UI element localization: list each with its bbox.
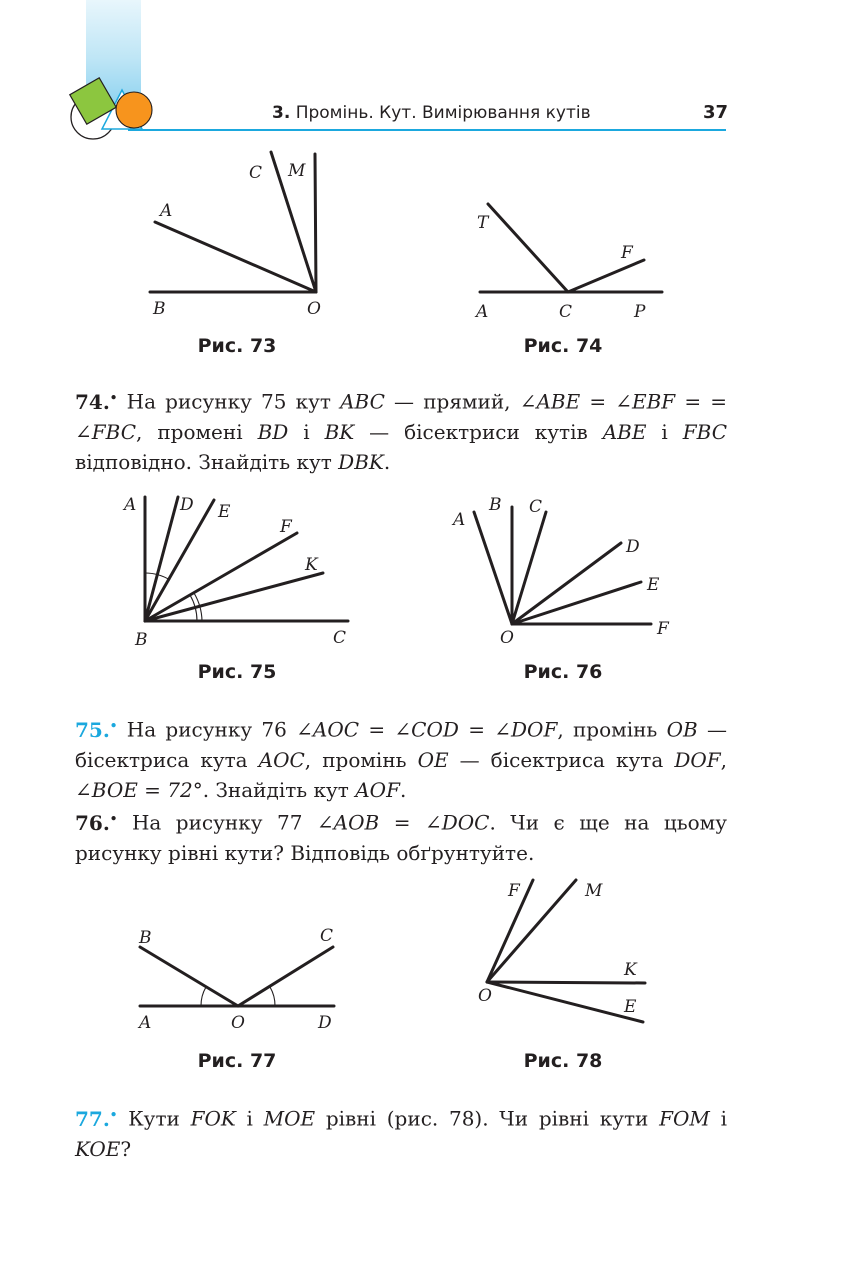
ray-BK xyxy=(145,573,323,621)
task-74: 74.• На рисунку 75 кут ABC — прямий, ∠ABE = ∠EBF = = ∠FBC, промені BD і BK — бісектриси кутів ABE і FBC відповідно. Знайдіть кут DBK. xyxy=(75,389,727,474)
task-number: 75.• xyxy=(75,717,118,742)
ray-OA xyxy=(155,222,316,292)
ray-OE xyxy=(512,582,641,624)
figure-73 xyxy=(140,150,340,325)
arc-DOC xyxy=(270,987,275,1006)
label-O: O xyxy=(307,299,321,319)
label-F: F xyxy=(280,517,292,537)
label-E: E xyxy=(218,502,231,522)
label-O: O xyxy=(478,986,492,1006)
caption-fig-75: Рис. 75 xyxy=(197,661,277,683)
ray-OB xyxy=(140,947,238,1006)
ray-OC xyxy=(238,947,333,1006)
ray-OE xyxy=(487,982,643,1022)
label-B: B xyxy=(139,928,152,948)
label-A: A xyxy=(160,201,173,221)
caption-fig-78: Рис. 78 xyxy=(523,1050,603,1072)
ray-CF xyxy=(568,260,644,292)
header-rule xyxy=(128,129,726,131)
label-D: D xyxy=(626,537,640,557)
label-A: A xyxy=(124,495,137,515)
label-B: B xyxy=(153,299,166,319)
chapter-heading xyxy=(272,103,591,123)
task-number: 76.• xyxy=(75,810,118,835)
label-B: B xyxy=(135,630,148,650)
figure-75 xyxy=(120,490,360,650)
label-C: C xyxy=(333,628,347,648)
label-E: E xyxy=(624,997,637,1017)
caption-fig-76: Рис. 76 xyxy=(523,661,603,683)
header-shapes-logo xyxy=(60,70,170,150)
arc-AOB xyxy=(201,987,206,1006)
caption-fig-77: Рис. 77 xyxy=(197,1050,277,1072)
label-K: K xyxy=(305,555,318,575)
figure-74 xyxy=(470,200,660,325)
label-D: D xyxy=(180,495,194,515)
label-A: A xyxy=(139,1013,152,1033)
ray-OM xyxy=(487,880,576,982)
label-C: C xyxy=(559,302,573,322)
label-A: A xyxy=(453,510,466,530)
ray-CT xyxy=(488,204,568,292)
task-76: 76.• На рисунку 77 ∠AOB = ∠DOC. Чи є ще на цьому рисунку рівні кути? Відповідь обґрунтуйте. xyxy=(75,810,727,865)
ray-OC xyxy=(512,512,546,624)
label-P: P xyxy=(634,302,646,322)
ray-OD xyxy=(512,543,621,624)
ray-BD xyxy=(145,497,178,621)
label-F: F xyxy=(621,243,633,263)
task-number: 74.• xyxy=(75,389,118,414)
ray-OK xyxy=(487,982,645,983)
label-M: M xyxy=(585,881,603,901)
label-M: M xyxy=(288,161,306,181)
label-F: F xyxy=(657,619,669,639)
chapter-title: Промінь. Кут. Вимірювання кутів xyxy=(295,103,591,123)
figure-77 xyxy=(130,920,345,1035)
task-75: 75.• На рисунку 76 ∠AOC = ∠COD = ∠DOF, промінь OB — бісектриса кута AOC, промінь OE — бісектриса кута DOF, ∠BOE = 72°. Знайдіть кут AOF. xyxy=(75,717,728,802)
label-B: B xyxy=(489,495,502,515)
figure-76 xyxy=(445,490,675,650)
label-A: A xyxy=(476,302,489,322)
label-E: E xyxy=(647,575,660,595)
label-K: K xyxy=(624,960,637,980)
task-number: 77.• xyxy=(75,1106,118,1131)
ray-OM xyxy=(315,154,316,292)
ray-BF xyxy=(145,533,297,621)
label-C: C xyxy=(529,497,543,517)
label-C: C xyxy=(320,926,334,946)
caption-fig-73: Рис. 73 xyxy=(197,335,277,357)
label-O: O xyxy=(500,628,514,648)
label-O: O xyxy=(231,1013,245,1033)
task-77: 77.• Кути FOK і MOE рівні (рис. 78). Чи рівні кути FOM і KOE? xyxy=(75,1106,727,1161)
ray-OA xyxy=(474,512,512,624)
ray-BE xyxy=(145,500,214,621)
label-T: T xyxy=(477,213,489,233)
label-F: F xyxy=(508,881,520,901)
page-number: 37 xyxy=(703,102,729,123)
label-C: C xyxy=(249,163,263,183)
chapter-number: 3. xyxy=(272,103,291,123)
figure-78 xyxy=(470,870,660,1030)
caption-fig-74: Рис. 74 xyxy=(523,335,603,357)
label-D: D xyxy=(318,1013,332,1033)
